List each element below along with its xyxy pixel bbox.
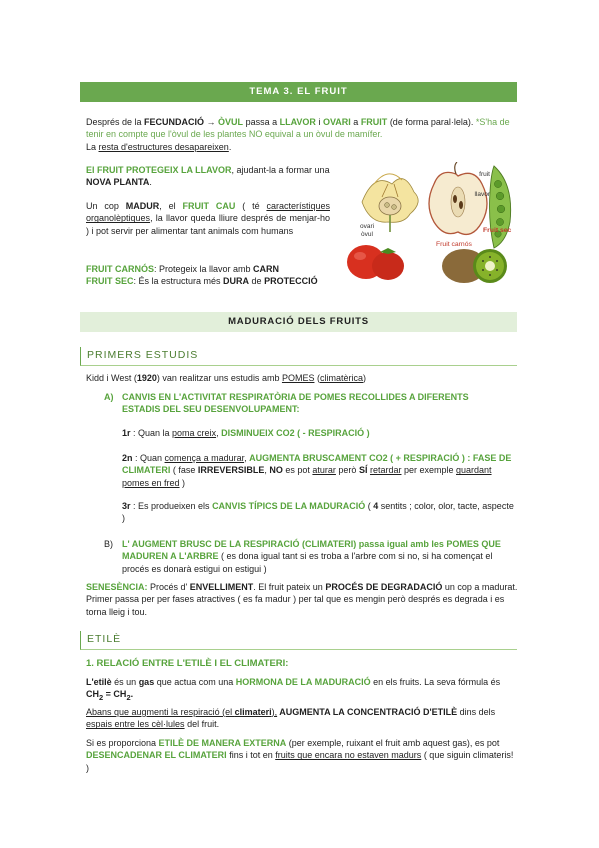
item-b-marker: B) [104,539,113,549]
fruit-sec-line: FRUIT SEC: És la estructura més DURA de PROTECCIÓ [86,276,318,287]
fruit-figure [344,162,516,286]
stage-3: 3r : Es produeixen els CANVIS TÍPICS DE LA MADURACIÓ ( 4 sentits ; color, olor, tacte, aspecte ) [122,501,514,524]
fruit-illustration [344,162,516,286]
item-b: L' AUGMENT BRUSC DE LA RESPIRACIÓ (CLIMATERI) passa igual amb les POMES QUE MADUREN A L'ARBRE ( es dona igual tant si es troba a l'arbre com si no, si ha començat el procés es donarà estigui on estigui ) [122,539,501,574]
label-llavor: llavor [474,191,490,198]
label-fruit-carnos: Fruit carnós [436,241,472,248]
tomato-illustration [347,245,404,280]
madur-paragraph: Un cop MADUR, el FRUIT CAU ( té característiques organolèptiques, la llavor queda lliure després de menjar-ho ) i pot servir per alimentar tant animals com humans [86,201,330,236]
primers-estudis-heading: PRIMERS ESTUDIS [80,347,517,366]
label-ovul: òvul [361,231,373,238]
etile-paragraph-3: Si es proporciona ETILÈ DE MANERA EXTERNA (per exemple, ruixant el fruit amb aquest gas), es pot DESENCADENAR EL CLIMATERI fins i tot en fruits que encara no estaven madurs ( que siguin climateris! ) [86,738,514,773]
relacio-heading: 1. RELACIÓ ENTRE L'ETILÈ I EL CLIMATERI: [86,658,289,669]
label-ovari: ovari [360,223,375,230]
fruit-carnos-line: FRUIT CARNÓS: Protegeix la llavor amb CARN [86,264,280,274]
etile-paragraph-1: L'etilè és un gas que actua com una HORMONA DE LA MADURACIÓ en els fruits. La seva fórmula és $CH_2 = CH_2$. [86,677,501,703]
intro-paragraph: Després de la FECUNDACIÓ → ÒVUL passa a LLAVOR i OVARI a FRUIT (de forma paral·lela). *S'ha de tenir en compte que l'òvul de les plantes NO equival a un òvul de mamífer. La resta d'estructures desapareixen. [86,117,510,152]
label-fruit: fruit [479,171,490,178]
stage-2: 2n : Quan comença a madurar, AUGMENTA BRUSCAMENT CO2 ( + RESPIRACIÓ ) : FASE DE CLIMATERI ( fase IRREVERSIBLE, NO es pot aturar però SÍ retardar per exemple guardant pomes en fred ) [122,453,512,488]
etile-heading: ETILÈ [80,631,517,650]
kiwi-illustration [442,249,507,283]
maduracio-title: MADURACIÓ DELS FRUITS [80,312,517,332]
kidd-paragraph: Kidd i West (1920) van realitzar uns estudis amb POMES (climatèrica) [86,373,366,383]
etile-paragraph-2: Abans que augmenti la respiració (el climateri), AUGMENTA LA CONCENTRACIÓ D'ETILÈ dins dels espais entre les cèl·lules del fruit. [86,707,496,730]
pea-pod-illustration [490,166,511,248]
fruit-types [86,263,336,288]
senescencia-paragraph: SENESÈNCIA: Procés d' ENVELLIMENT. El fruit pateix un PROCÉS DE DEGRADACIÓ un cop a madurat. Primer passa per per fases atractives ( es fa madur ) per tal que es mengin però després es degrada i es torna lleig i tou. [86,582,518,617]
tema-title: TEMA 3. EL FRUIT [80,82,517,102]
protegeix-paragraph: El FRUIT PROTEGEIX LA LLAVOR, ajudant-la a formar una NOVA PLANTA. [86,165,330,188]
intro-note: *S'ha de tenir en compte que l'òvul de les plantes NO equival a un òvul de mamífer. [86,117,510,140]
stage-1: 1r : Quan la poma creix, DISMINUEIX CO2 ( - RESPIRACIÓ ) [122,428,370,438]
formula: $CH_2 = CH_2$. [86,689,134,703]
item-a: CANVIS EN L'ACTIVITAT RESPIRATÒRIA DE POMES RECOLLIDES A DIFERENTS ESTADIS DEL SEU DESENVOLUPAMENT: [122,392,469,415]
label-fruit-sec: Fruit sec [483,227,512,234]
item-a-marker: A) [104,392,114,402]
